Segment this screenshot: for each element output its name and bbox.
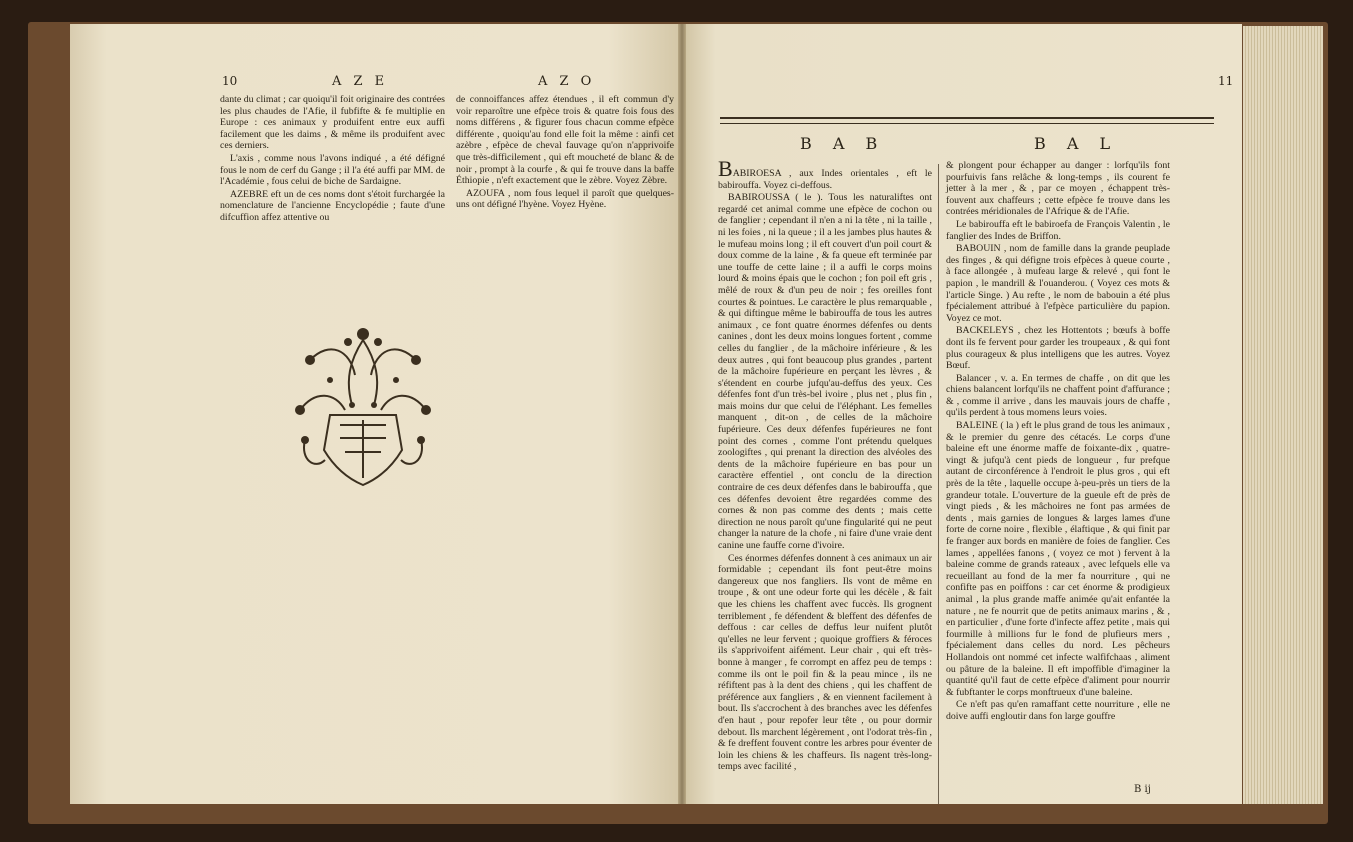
paragraph: Ce n'eft pas qu'en ramaffant cette nourriture , elle ne doive auffi engloutir dans fon large gouffre — [946, 699, 1170, 722]
first-entry: ABIROESA , aux Indes orientales , eft le babirouffa. Voyez ci-deffous. — [718, 168, 932, 191]
running-head-right: A Z O — [538, 74, 596, 89]
book-gutter — [678, 24, 686, 804]
section-head-right: B A L — [1034, 134, 1119, 153]
paragraph: AZOUFA , nom fous lequel il paroît que quelques-uns ont défigné l'hyène. Voyez Hyène. — [456, 187, 674, 211]
paragraph — [718, 156, 932, 191]
paragraph: de connoiffances affez étendues , il eft commun d'y voir reparoître une efpèce trois & quatre fois fous des noms différens , & figurer fous chacun comme efpèce différente , quoiqu'au fond elle foit la même : ainfi cet azèbre , efpèce de cheval fauvage qu'on n'apprivoife que très-difficilement , qui eft moucheté de blanc & de noir , prompt à la courfe , & qui fe trouve dans la baffe Éthiopie , n'eft exactement que le zèbre. Voyez Zèbre. — [456, 94, 674, 187]
paragraph: Ces énormes défenfes donnent à ces animaux un air formidable ; cependant ils font peut-être moins dangereux que nos fangliers. Ils vont de même en troupe , & ont une odeur forte qui les décèle , & fait que les chiens les chaffent avec fuccès. Ils grognent terriblement , fe défendent & bleffent des défenfes de deffous : car celles de deffus leur nuifent plutôt qu'elles ne leur fervent ; quoique groffiers & féroces ils s'apprivoifent aifément. Leur chair , qui eft très-bonne à manger , fe corrompt en affez peu de temps : comme ils ont le poil fin & la peau mince , ils ne réfiftent pas à la dent des chiens , qui les chaffent de préférence aux fangliers , & en viennent facilement à bout. Ils s'accrochent à des branches avec les défenfes d'en haut , pour repofer leur tête , ou pour dormir debout. Ils marchent légèrement , ont l'odorat très-fin , & fe dreffent fouvent contre les arbres pour éventer de loin les chiens & les chaffeurs. Ils nagent très-long-temps avec facilité , — [718, 552, 932, 773]
paragraph: BALEINE ( la ) eft le plus grand de tous les animaux , & le premier du genre des cétacés. Le corps d'une baleine eft une énorme maffe de foixante-dix , quatre-vingt & jufqu'à cent pieds de longueur , fur prefque autant de circonférence à l'endroit le plus gros , qui eft près de la tête , laquelle occupe à-peu-près un tiers de la grandeur totale. L'ouverture de la gueule eft de près de vingt pieds , & les mâchoires ne font pas armées de dents , mais garnies de longues & larges lames d'une forte de corne noire , flexible , élaftique , & qui finit par fe franger aux bords en manière de foies de fanglier. Ces lames , appellées fanons , ( voyez ce mot ) fervent à la baleine comme de grands rateaux , avec lefquels elle va recueillant au fond de la mer fa nourriture , qui ne confifte pas en poiffons : car cet énorme & prodigieux animal , la plus grande maffe animée qu'ait enfantée la nature , ne fe nourrit que de petits animaux marins , & , en particulier , d'une forte d'infecte affez petite , mais qui fourmille à millions fur le fond de plufieurs mers , fpécialement dans celles du nord. Les pêcheurs Hollandois ont nommé cet infecte walfifchaas , aliment ou pâture de la baleine. Il eft impoffible d'imaginer la quantité qu'il faut de cette efpèce d'aliment pour nourrir & fubftanter le corps monftrueux d'une baleine. — [946, 420, 1170, 698]
paragraph: L'axis , comme nous l'avons indiqué , a été défigné fous le nom de cerf du Gange ; il l'a été auffi par MM. de l'Académie , fous celui de biche de Sardaigne. — [220, 152, 445, 188]
right-page-column-2 — [946, 160, 1170, 724]
vignette-ornament-icon — [290, 320, 436, 490]
paragraph: BACKELEYS , chez les Hottentots ; bœufs à boffe dont ils fe fervent pour garder les troupeaux , & qui font plus courageux & plus intelligens que les autres. Voyez Bœuf. — [946, 325, 1170, 372]
page-number-right: 11 — [1218, 74, 1234, 88]
paragraph: Balancer , v. a. En termes de chaffe , on dit que les chiens balancent lorfqu'ils ne chaffent point d'affurance ; & , comme il arrive , dans les mauvais jours de chaffe , qu'ils perdent à tous momens leurs voies. — [946, 372, 1170, 419]
drop-cap: B — [718, 156, 733, 181]
page-number-left: 10 — [222, 74, 238, 88]
paragraph: Le babirouffa eft le babiroefa de François Valentin , le fanglier des Indes de Briffon. — [946, 218, 1170, 242]
left-page-column-1 — [220, 94, 445, 225]
page-edges — [1243, 26, 1323, 804]
paragraph: BABOUIN , nom de famille dans la grande peuplade des finges , & qui défigne trois efpèces à queue courte , à face allongée , à mufeau large & relevé , qui font le papion , le mandrill & l'ouanderou. ( Voyez ces mots & l'article Singe. ) Au refte , le nom de babouin a été plus fpécialement attribué à l'efpèce particulière du papion. Voyez ce mot. — [946, 243, 1170, 324]
right-page-column-1 — [718, 156, 932, 774]
paragraph: & plongent pour échapper au danger : lorfqu'ils font pourfuivis fans relâche & long-temps , ils courent fe jetter à la mer , & , par ce moyen , échappent très-fouvent aux chaffeurs ; cette efpèce fe trouve dans les contrées méridionales de l'Afrique & de l'Afie. — [946, 160, 1170, 218]
header-rule — [720, 117, 1214, 124]
right-page — [682, 24, 1242, 804]
paragraph: dante du climat ; car quoiqu'il foit originaire des contrées les plus chaudes de l'Afie, il fubfifte & fe multiplie en Europe : ces animaux y produifent entre eux auffi facilement que les daims , & même ils produifent avec ces derniers. — [220, 94, 445, 152]
running-head-left: A Z E — [332, 74, 389, 89]
column-divider — [938, 164, 939, 804]
paragraph: BABIROUSSA ( le ). Tous les naturaliftes ont regardé cet animal comme une efpèce de cochon ou de fanglier ; cependant il n'en a ni la tête , ni la taille , ni les foies , ni la queue ; il a les jambes plus hautes & le mufeau moins long ; il eft couvert d'un poil court & doux comme de la laine , & fa queue eft terminée par une touffe de cette laine ; il a auffi le corps moins lourd & moins épais que le cochon ; fon poil eft gris , mêlé de roux & d'un peu de noir ; fes oreilles font courtes & pointues. Le caractère le plus remarquable , & qui diftingue même le babirouffa de tous les autres animaux , ce font quatre énormes défenfes ou dents canines , dont les deux moins longues fortent , comme celles du fanglier , de la mâchoire inférieure , & les deux autres , qui font beaucoup plus grandes , partent de la mâchoire fupérieure en perçant les lèvres , & s'étendent en courbe jufqu'au-deffus des yeux. Ces défenfes font d'un très-bel ivoire , plus net , plus fin , mais moins dur que celui de l'éléphant. Les femelles manquent , dit-on , de celles de la mâchoire fupérieure. Ces deux défenfes fupérieures ne font point des cornes , comme l'ont prétendu quelques zoologiftes , qui prenant la direction des alvéoles des dents de la mâchoire fupérieure en bas pour un caractère effentiel , ont conclu de la direction contraire de ces deux défenfes dans le babirouffa , que ces défenfes devoient être regardées comme des cornes & non pas comme des dents ; mais cette direction ne nous paroît qu'une fingularité qui ne peut changer la nature de la chofe , ni faire d'une vraie dent canine une fauffe corne d'ivoire. — [718, 192, 932, 551]
signature-mark: B ij — [1134, 784, 1151, 795]
left-page — [70, 24, 682, 804]
section-head-left: B A B — [800, 134, 886, 153]
left-page-column-2 — [456, 94, 674, 212]
paragraph: AZEBRE eft un de ces noms dont s'étoit furchargée la nomenclature de l'ancienne Encyclopédie ; faute d'une difcuffion affez attentive ou — [220, 188, 445, 223]
